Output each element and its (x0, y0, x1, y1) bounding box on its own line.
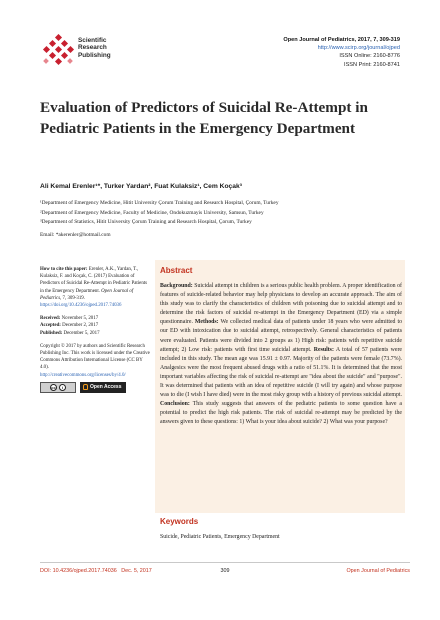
background-label: Background: (160, 283, 193, 289)
published-label: Published: (40, 330, 63, 336)
accepted-label: Accepted: (40, 323, 61, 329)
background-text: Suicidal attempt in children is a serious public health problem. A proper identification of features of suicide-related behavior may help physicians to develop an accurate approach. The aim of this study was to clarify the characteristics of children with poisoning due to suicidal attempt and to determine the risk factors of suicidal re-attempt in the Emergency Department (ED) via a simple questionnaire. (160, 283, 402, 326)
corresponding-email: Email: *akerenler@hotmail.com (40, 232, 111, 238)
paper-title: Evaluation of Predictors of Suicidal Re-Attempt in Pediatric Patients in the Emergency Department (40, 99, 368, 137)
journal-citation: Open Journal of Pediatrics, 2017, 7, 309-319 (283, 37, 400, 43)
footer-divider (40, 562, 410, 563)
keywords-heading: Keywords (160, 517, 199, 526)
conclusion-label: Conclusion: (160, 401, 190, 408)
accepted-value: December 2, 2017 (62, 323, 99, 329)
author-list: Ali Kemal Erenler¹*, Turker Yardan², Fuat Kulaksiz¹, Cem Koçak³ (40, 183, 242, 190)
open-access-badge[interactable] (80, 382, 126, 393)
citation-label: How to cite this paper: (40, 267, 88, 272)
publisher-name-line: Publishing (78, 51, 111, 59)
journal-info (283, 36, 400, 69)
footer-doi-link[interactable]: DOI: 10.4236/ojped.2017.74036 (40, 568, 117, 574)
methods-label: Methods: (194, 319, 219, 326)
publisher-logo-icon (40, 34, 76, 70)
license-badges (40, 382, 152, 393)
article-sidebar (40, 266, 152, 393)
abstract-heading: Abstract (160, 266, 193, 275)
license-link[interactable]: http://creativecommons.org/licenses/by/4.0/ (40, 372, 126, 378)
results-label: Results: (313, 346, 334, 353)
abstract-box (155, 260, 405, 513)
abstract-body (160, 282, 402, 428)
open-lock-icon (83, 384, 88, 390)
citation-text: Erenler, A.K., Yardan, T., Kulaksiz, F. and Koçak, C. (2017) Evaluation of Predictors of Suicidal Re-Attempt in Pediatric Patients in the Emergency Department. (40, 267, 148, 294)
page-number: 309 (220, 568, 230, 574)
received-value: November 5, 2017 (61, 316, 99, 322)
attribution-icon: i (59, 384, 66, 391)
publisher-name (78, 37, 111, 59)
published-date (40, 330, 152, 337)
cc-by-badge-icon[interactable] (40, 382, 76, 393)
issn-online: ISSN Online: 2160-8776 (339, 53, 400, 60)
keywords-list: Suicide, Pediatric Patients, Emergency Department (160, 534, 280, 540)
conclusion-text: This study suggests that answers of the pediatric patients to some question have a potential to predict the high risk patients. The risk of suicidal re-attempt may be predicted by the answers given to these questions: 1) What is your idea about suicide? 2) What was your purpose? (160, 401, 402, 426)
citation-volume: , 7, 309-319. (60, 295, 85, 301)
citation-doi-link[interactable]: https://doi.org/10.4236/ojped.2017.74036 (40, 303, 122, 309)
published-value: December 5, 2017 (63, 330, 100, 336)
copyright-notice: Copyright © 2017 by authors and Scientific Research Publishing Inc. This work is licensed under the Creative Commons Attribution International License (CC BY 4.0). (40, 343, 150, 371)
footer-journal: Open Journal of Pediatrics (346, 568, 410, 574)
methods-text: We collected medical data of patients under 18 years who were admitted to our ED with intoxication due to suicidal attempt, retrospectively. General characteristics of patients were evaluated. Patients were divided into 2 groups as 1) High risk: patients with repetitive suicide attempt; 2) Low risk: patients with first time suicidal attempt. (160, 319, 402, 353)
open-access-label: Open Access (90, 383, 122, 390)
received-date (40, 315, 152, 322)
citation-block (40, 266, 152, 309)
citation-journal: Open Journal of Pediatrics (40, 288, 134, 301)
page-header (0, 0, 440, 82)
publisher-name-line: Scientific (78, 37, 107, 44)
affiliation-item: ²Department of Emergency Medicine, Faculty of Medicine, Ondokuzmayis University, Samsun, Turkey (40, 209, 264, 216)
accepted-date (40, 322, 152, 329)
affiliation-item: ¹Department of Emergency Medicine, Hitit University Çorum Training and Research Hospital, Çorum, Turkey (40, 200, 279, 206)
publisher-name-line: Research (78, 44, 107, 52)
affiliation-item: ³Department of Statistics, Hitit University Çorum Training and Research Hospital, Çorum, Turkey (40, 219, 252, 226)
journal-url-link[interactable]: http://www.scirp.org/journal/ojped (317, 45, 400, 52)
affiliations (40, 199, 279, 228)
results-text: A total of 57 patients were included in this study. The mean age was 15.91 ± 0.97. Majority of the patients were female (73.7%). Analgesics were the most frequent abused drugs with a ratio of 51.1%. It is determined that the most important variables affecting the risk of suicidal re-attempt are "idea about the suicide" and "purpose". It was determined that patients with an idea of repetitive suicide (I will try again) and whose purpose was to die (I wish I have died) were in the most risky group with a history of previous suicidal attempt. (160, 346, 402, 399)
received-label: Received: (40, 316, 61, 322)
issn-print: ISSN Print: 2160-8741 (344, 61, 400, 68)
cc-icon: cc (51, 384, 56, 390)
footer-date: Dec. 5, 2017 (121, 568, 152, 574)
